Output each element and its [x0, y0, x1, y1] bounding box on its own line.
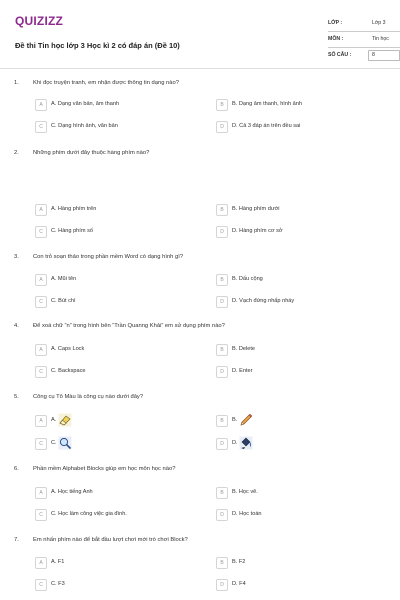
option-c[interactable] — [35, 296, 205, 308]
option-text: B. Học vẽ. — [232, 489, 258, 495]
option-text: C. — [51, 440, 57, 446]
option-d[interactable] — [216, 121, 386, 133]
option-c[interactable] — [35, 226, 205, 238]
option-text: C. F3 — [51, 581, 65, 587]
magnifier-icon — [58, 436, 72, 450]
option-text: D. Học toán — [232, 511, 262, 517]
option-b[interactable] — [216, 487, 386, 499]
question-number: 1. — [14, 80, 19, 86]
option-b[interactable] — [216, 344, 386, 356]
question-number: 7. — [14, 537, 19, 543]
meta-value-question-count: 8 — [372, 52, 375, 58]
option-text: C. Học làm công việc gia đình. — [51, 511, 127, 517]
option-text: A. Học tiếng Anh — [51, 489, 93, 495]
option-letter-box: D — [216, 579, 228, 591]
quizizz-logo: QUIZIZZ — [15, 14, 64, 28]
option-c[interactable] — [35, 438, 205, 450]
option-d[interactable] — [216, 438, 386, 450]
question-number: 2. — [14, 150, 19, 156]
question-number: 6. — [14, 466, 19, 472]
option-letter-box: A — [35, 99, 47, 111]
question-text: Để xoá chữ “n” trong hình bên “Trần Quanng Khải” em sử dụng phím nào? — [33, 323, 225, 329]
option-letter-box: D — [216, 438, 228, 450]
option-text: B. F2 — [232, 559, 246, 565]
worksheet-title: Đề thi Tin học lớp 3 Học kì 2 có đáp án (Đề 10) — [15, 41, 180, 50]
option-text: D. Vạch đứng nhấp nháy — [232, 298, 295, 304]
option-letter-box: A — [35, 344, 47, 356]
option-text: B. Delete — [232, 346, 256, 352]
question-text: Em nhấn phím nào để bắt đầu lượt chơi mới trò chơi Block? — [33, 537, 188, 543]
option-a[interactable] — [35, 557, 205, 569]
question-text: Công cụ Tô Màu là công cụ nào dưới đây? — [33, 394, 144, 400]
option-a[interactable] — [35, 99, 205, 111]
option-letter-box: A — [35, 204, 47, 216]
question-text: Những phím dưới đây thuộc hàng phím nào? — [33, 150, 150, 156]
question-number: 3. — [14, 254, 19, 260]
option-text: B. Dấu cộng — [232, 276, 263, 282]
meta-row-class — [328, 16, 400, 32]
meta-value-class: Lớp 3 — [372, 20, 386, 26]
option-text: A. F1 — [51, 559, 65, 565]
option-letter-box: B — [216, 344, 228, 356]
option-letter-box: D — [216, 509, 228, 521]
option-b[interactable] — [216, 557, 386, 569]
option-c[interactable] — [35, 121, 205, 133]
question-number: 5. — [14, 394, 19, 400]
option-letter-box: D — [216, 121, 228, 133]
meta-row-question-count — [328, 48, 400, 64]
option-d[interactable] — [216, 366, 386, 378]
option-text: C. Bút chì — [51, 298, 76, 304]
option-b[interactable] — [216, 99, 386, 111]
option-letter-box: B — [216, 487, 228, 499]
option-text: D. — [232, 440, 238, 446]
option-text: A. Mũi tên — [51, 276, 77, 282]
question-number: 4. — [14, 323, 19, 329]
eraser-icon — [58, 413, 72, 427]
option-b[interactable] — [216, 204, 386, 216]
option-text: B. Hàng phím dưới — [232, 206, 280, 212]
option-a[interactable] — [35, 274, 205, 286]
option-letter-box: C — [35, 366, 47, 378]
option-letter-box: B — [216, 557, 228, 569]
option-letter-box: A — [35, 557, 47, 569]
option-letter-box: B — [216, 274, 228, 286]
meta-row-subject — [328, 32, 400, 48]
paint-bucket-icon — [239, 436, 253, 450]
option-letter-box: B — [216, 99, 228, 111]
option-d[interactable] — [216, 579, 386, 591]
option-text: A. Dạng văn bản, âm thanh — [51, 101, 120, 107]
option-letter-box: B — [216, 204, 228, 216]
option-text: C. Hàng phím số — [51, 228, 93, 234]
option-letter-box: C — [35, 438, 47, 450]
option-text: B. Dạng âm thanh, hình ảnh — [232, 101, 302, 107]
option-text: A. — [51, 417, 57, 423]
question-text: Khi đọc truyện tranh, em nhận được thông tin dạng nào? — [33, 80, 179, 86]
option-a[interactable] — [35, 415, 205, 427]
option-a[interactable] — [35, 344, 205, 356]
option-d[interactable] — [216, 509, 386, 521]
option-a[interactable] — [35, 204, 205, 216]
option-letter-box: B — [216, 415, 228, 427]
option-text: D. Cả 3 đáp án trên đều sai — [232, 123, 301, 129]
pencil-icon — [239, 413, 253, 427]
option-letter-box: C — [35, 579, 47, 591]
option-letter-box: A — [35, 487, 47, 499]
option-text: C. Dạng hình ảnh, văn bản — [51, 123, 118, 129]
option-letter-box: D — [216, 296, 228, 308]
option-letter-box: D — [216, 226, 228, 238]
option-letter-box: C — [35, 121, 47, 133]
option-text: B. — [232, 417, 238, 423]
option-text: D. F4 — [232, 581, 246, 587]
worksheet-meta — [328, 16, 400, 64]
option-b[interactable] — [216, 415, 386, 427]
option-c[interactable] — [35, 366, 205, 378]
question-text: Phần mềm Alphabet Blocks giúp em học môn học nào? — [33, 466, 176, 472]
option-letter-box: D — [216, 366, 228, 378]
option-letter-box: A — [35, 274, 47, 286]
question-text: Con trỏ soạn thảo trong phần mềm Word có dạng hình gì? — [33, 254, 184, 260]
meta-label-class: LỚP : — [328, 20, 343, 26]
option-d[interactable] — [216, 296, 386, 308]
option-text: D. Hàng phím cơ sở — [232, 228, 283, 234]
meta-label-subject: MÔN : — [328, 36, 344, 42]
option-text: A. Caps Lock — [51, 346, 85, 352]
meta-label-question-count: SỐ CÂU : — [328, 52, 352, 58]
option-c[interactable] — [35, 579, 205, 591]
option-c[interactable] — [35, 509, 205, 521]
header-divider — [0, 68, 400, 69]
meta-value-subject: Tin học — [372, 36, 389, 42]
option-d[interactable] — [216, 226, 386, 238]
option-text: A. Hàng phím trên — [51, 206, 97, 212]
option-letter-box: C — [35, 296, 47, 308]
option-a[interactable] — [35, 487, 205, 499]
worksheet-header — [10, 10, 390, 68]
option-letter-box: A — [35, 415, 47, 427]
option-b[interactable] — [216, 274, 386, 286]
option-text: C. Backspace — [51, 368, 86, 374]
option-letter-box: C — [35, 226, 47, 238]
option-letter-box: C — [35, 509, 47, 521]
option-text: D. Enter — [232, 368, 253, 374]
